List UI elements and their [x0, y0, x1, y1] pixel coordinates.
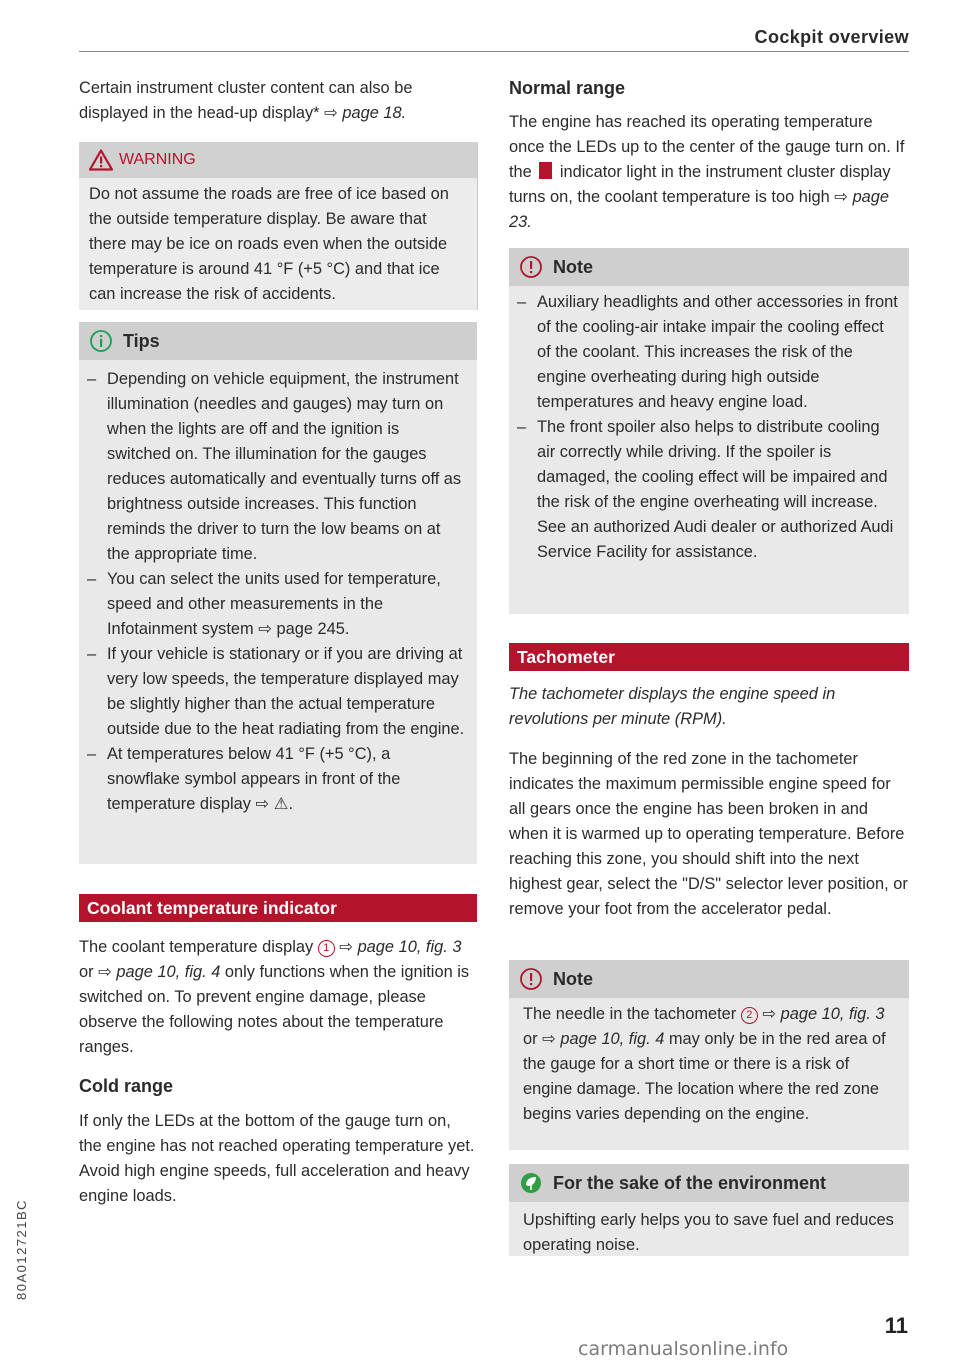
normal-range-heading: Normal range	[509, 78, 626, 98]
tips-list	[79, 367, 467, 817]
cold-range-text: If only the LEDs at the bottom of the gauge turn on, the engine has not reached operating temperature yet. Avoid high engine speeds, full acceleration and heavy engine loads.	[79, 1112, 475, 1205]
warning-label: WARNING	[119, 151, 196, 168]
section-title: Cockpit overview	[754, 27, 909, 47]
warning-box	[79, 142, 478, 310]
tips-label: Tips	[123, 330, 160, 351]
note-label-2: Note	[553, 968, 593, 989]
environment-label: For the sake of the environment	[553, 1172, 827, 1193]
note-header-2	[509, 960, 909, 998]
list-item: – The front spoiler also helps to distribute cooling air correctly while driving. If the spoiler is damaged, the cooling effect will be impaired and the risk of the engine overheating will increase. See an authorized Audi dealer or authorized Audi Service Facility for assistance.	[509, 415, 899, 565]
intro-text: Certain instrument cluster content can also be displayed in the head-up display*	[79, 79, 413, 122]
normal-range-text: The engine has reached its operating temperature once the LEDs up to the center of the gauge turn on. If the indicator light in the instrument cluster display turns on, the coolant temperature is too high ⇨ page 23.	[509, 113, 905, 231]
info-icon	[89, 329, 113, 353]
note-header	[509, 248, 909, 286]
tips-box	[79, 322, 477, 864]
warning-header	[79, 142, 477, 178]
page-link[interactable]: ⇨ page 10, fig. 4	[98, 963, 221, 981]
note-label: Note	[553, 256, 593, 277]
environment-text: Upshifting early helps you to save fuel and reduces operating noise.	[523, 1211, 894, 1254]
note-box	[509, 248, 909, 614]
note-box-2	[509, 960, 909, 1150]
environment-box	[509, 1164, 909, 1256]
note-list	[509, 290, 899, 565]
tachometer-text: The beginning of the red zone in the tachometer indicates the maximum permissible engine speed for all gears once the engine has been broken in and when it is warmed up to operating temperature. Before reaching this zone, you should shift into the next highest gear, select the "D/S" selector lever position, or remove your foot from the accelerator pedal.	[509, 750, 908, 918]
page-link[interactable]: ⇨ page 23.	[509, 188, 890, 231]
tips-header	[79, 322, 477, 360]
note-exclamation-icon	[519, 967, 543, 991]
note-exclamation-icon	[519, 255, 543, 279]
tachometer-heading: Tachometer	[509, 643, 909, 671]
coolant-warning-icon	[539, 162, 552, 179]
coolant-paragraph: The coolant temperature display 1 ⇨ page 10, fig. 3 or ⇨ page 10, fig. 4 only functions when the ignition is switched on. To prevent engine damage, please observe the following notes about the temperature ranges.	[79, 938, 470, 1056]
tachometer-intro: The tachometer displays the engine speed in revolutions per minute (RPM).	[509, 685, 836, 728]
header-divider	[79, 51, 909, 52]
environment-header	[509, 1164, 909, 1202]
list-item: – At temperatures below 41 °F (+5 °C), a snowflake symbol appears in front of the temperature display ⇨ ⚠.	[79, 742, 467, 817]
warning-text: Do not assume the roads are free of ice based on the outside temperature display. Be aware that there may be ice on roads even when the outside temperature is around 41 °F (+5 °C) and that ice can increase the risk of accidents.	[89, 185, 449, 303]
page-link[interactable]: ⇨ page 10, fig. 4	[542, 1030, 665, 1048]
note-2-text: The needle in the tachometer 2 ⇨ page 10, fig. 3 or ⇨ page 10, fig. 4 may only be in the red area of the gauge for a short time or there is a risk of engine damage. The location where the red zone begins varies depending on the engine.	[523, 1005, 886, 1123]
environment-leaf-icon	[519, 1171, 543, 1195]
list-item: – Depending on vehicle equipment, the instrument illumination (needles and gauges) may turn on when the lights are off and the ignition is switched on. The illumination for the gauges reduces automatically and eventually turns off as brightness outside increases. This function reminds the driver to turn the low beams on at the appropriate time.	[79, 367, 467, 567]
intro-paragraph	[79, 76, 477, 126]
page-link[interactable]: ⇨ page 10, fig. 3	[339, 938, 462, 956]
page-number: 11	[884, 1313, 908, 1338]
warning-triangle-icon	[89, 149, 113, 171]
list-item: – Auxiliary headlights and other accessories in front of the cooling-air intake impair the cooling effect of the coolant. This increases the risk of the engine overheating during high outside temperatures and heavy engine load.	[509, 290, 899, 415]
callout-2-icon: 2	[741, 1007, 758, 1024]
list-item: – You can select the units used for temperature, speed and other measurements in the Infotainment system ⇨ page 245.	[79, 567, 467, 642]
intro-page-link[interactable]: ⇨ page 18.	[324, 104, 407, 122]
coolant-heading: Coolant temperature indicator	[79, 894, 477, 922]
watermark: carmanualsonline.info	[578, 1338, 789, 1360]
callout-1-icon: 1	[318, 940, 335, 957]
list-item: – If your vehicle is stationary or if you are driving at very low speeds, the temperature displayed may be slightly higher than the actual temperature outside due to the heat radiating from the engine.	[79, 642, 467, 742]
document-code: 80A012721BC	[14, 1198, 29, 1300]
page-link[interactable]: ⇨ page 10, fig. 3	[762, 1005, 885, 1023]
cold-range-heading: Cold range	[79, 1076, 174, 1096]
